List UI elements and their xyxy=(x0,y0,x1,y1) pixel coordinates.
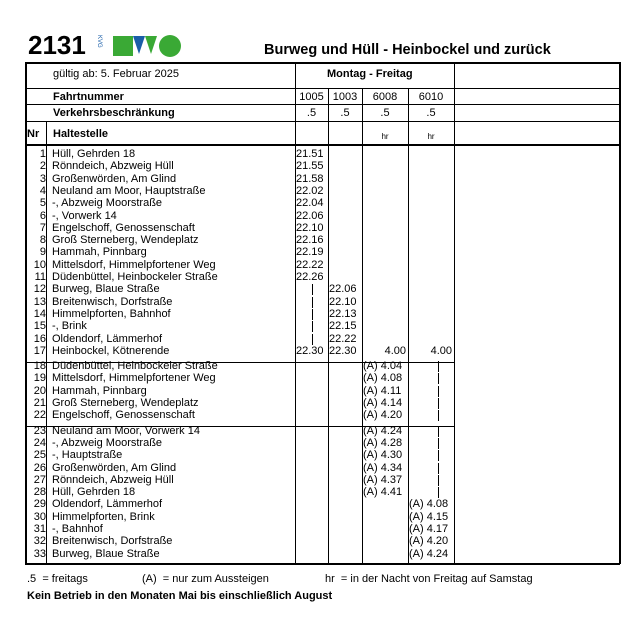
stop-name: Mittelsdorf, Himmelpfortener Weg xyxy=(52,258,216,271)
stop-name: Neuland am Moor, Hauptstraße xyxy=(52,184,206,197)
kvg-logo xyxy=(96,34,183,58)
pass-through-mark xyxy=(438,373,439,384)
stop-name: Himmelpforten, Brink xyxy=(52,510,155,523)
stop-name: Düdenbüttel, Heinbockeler Straße xyxy=(52,360,218,373)
pass-through-mark xyxy=(438,426,439,437)
departure-time: 22.06 xyxy=(329,283,357,296)
stop-number: 20 xyxy=(33,384,46,397)
stop-name: -, Hauptstraße xyxy=(52,449,123,462)
legend-friday-key: .5 xyxy=(27,573,37,585)
pass-through-mark xyxy=(438,438,439,449)
trip-note: hr xyxy=(427,132,435,141)
departure-time: 22.22 xyxy=(329,332,357,345)
stop-number: 31 xyxy=(33,523,46,535)
pass-through-mark xyxy=(312,334,313,345)
stop-name: Breitenwisch, Dorfstraße xyxy=(52,295,173,308)
legend-hr-text: = in der Nacht von Freitag auf Samstag xyxy=(340,573,533,585)
departure-time: 22.15 xyxy=(329,320,357,333)
departure-time: 21.51 xyxy=(296,148,324,160)
departure-time: 22.13 xyxy=(329,307,357,320)
stop-name: Groß Sterneberg, Wendeplatz xyxy=(52,397,199,409)
stop-number: 29 xyxy=(33,498,46,511)
stop-number: 15 xyxy=(33,320,46,333)
label-nr: Nr xyxy=(27,128,40,140)
departure-time: (A) 4.20 xyxy=(409,535,449,548)
stop-name: Hammah, Pinnbarg xyxy=(52,384,147,397)
departure-time: 4.00 xyxy=(430,344,452,357)
stop-name: Oldendorf, Lämmerhof xyxy=(52,332,163,345)
grid-line xyxy=(619,62,621,564)
grid-line xyxy=(25,121,620,122)
stop-name: -, Abzweig Moorstraße xyxy=(52,436,163,449)
legend-hr-key: hr xyxy=(325,573,335,585)
stop-number: 2 xyxy=(39,160,46,173)
trip-restriction: .5 xyxy=(306,107,317,119)
stop-name: Großenwörden, Am Glind xyxy=(52,172,177,185)
departure-time: 22.16 xyxy=(296,234,324,247)
label-verkehrsbeschraenkung: Verkehrsbeschränkung xyxy=(53,107,175,119)
departure-time: 21.58 xyxy=(296,172,324,185)
grid-line xyxy=(25,88,620,89)
trip-number: 1003 xyxy=(332,91,358,103)
pass-through-mark xyxy=(438,410,439,421)
stop-number: 27 xyxy=(33,473,46,486)
grid-line xyxy=(454,62,455,564)
departure-time: 4.00 xyxy=(384,344,406,357)
stop-number: 5 xyxy=(39,197,46,210)
departure-time: (A) 4.24 xyxy=(409,547,449,560)
route-title: Burweg und Hüll - Heinbockel und zurück xyxy=(264,42,551,58)
grid-line xyxy=(25,563,620,565)
departure-time: 21.55 xyxy=(296,160,324,173)
grid-line xyxy=(25,144,620,146)
pass-through-mark xyxy=(312,297,313,308)
stop-number: 24 xyxy=(33,436,46,449)
stop-number: 9 xyxy=(39,246,46,259)
stop-number: 25 xyxy=(33,449,46,462)
departure-time: (A) 4.11 xyxy=(363,384,402,397)
departure-time: (A) 4.28 xyxy=(363,436,403,449)
pass-through-mark xyxy=(312,309,313,320)
trip-number: 6010 xyxy=(418,91,444,103)
stop-name: Groß Sterneberg, Wendeplatz xyxy=(52,234,199,247)
grid-line xyxy=(25,62,620,64)
pass-through-mark xyxy=(438,475,439,486)
stop-name: Hammah, Pinnbarg xyxy=(52,246,147,259)
legend-friday xyxy=(27,573,88,585)
stop-name: -, Brink xyxy=(52,320,87,333)
stop-name: -, Abzweig Moorstraße xyxy=(52,197,163,210)
stop-name: Engelschoff, Genossenschaft xyxy=(52,409,195,422)
stop-name: Hüll, Gehrden 18 xyxy=(52,148,136,160)
label-fahrtnummer: Fahrtnummer xyxy=(53,91,124,103)
departure-time: 22.22 xyxy=(296,258,324,271)
stop-number: 7 xyxy=(39,221,46,234)
departure-time: 22.06 xyxy=(296,209,324,222)
stop-name: -, Vorwerk 14 xyxy=(52,209,117,222)
stop-number: 1 xyxy=(39,148,46,160)
grid-line xyxy=(408,88,409,564)
pass-through-mark xyxy=(438,487,439,498)
stop-number: 26 xyxy=(33,461,46,474)
stop-number: 13 xyxy=(33,295,46,308)
departure-time: (A) 4.24 xyxy=(363,424,403,437)
stop-number: 33 xyxy=(33,547,46,560)
line-number: 2131 xyxy=(28,30,86,60)
departure-time: (A) 4.34 xyxy=(363,461,403,474)
stop-number: 16 xyxy=(33,332,46,345)
day-type: Montag - Freitag xyxy=(327,68,413,80)
legend-a-key: (A) xyxy=(142,573,157,585)
pass-through-mark xyxy=(438,450,439,461)
stop-number: 30 xyxy=(33,510,46,523)
departure-time: 22.02 xyxy=(296,184,324,197)
pass-through-mark xyxy=(312,284,313,295)
departure-time: (A) 4.17 xyxy=(409,523,449,535)
stop-number: 11 xyxy=(34,271,46,283)
departure-time: 22.30 xyxy=(296,344,324,357)
stop-name: Breitenwisch, Dorfstraße xyxy=(52,535,173,548)
stop-name: Mittelsdorf, Himmelpfortener Weg xyxy=(52,372,216,385)
legend-a-text: = nur zum Aussteigen xyxy=(162,573,269,585)
departure-time: (A) 4.04 xyxy=(363,360,403,373)
legend-friday-text: = freitags xyxy=(42,573,88,585)
operation-notice: Kein Betrieb in den Monaten Mai bis einschließlich August xyxy=(27,590,333,602)
stop-name: Himmelpforten, Bahnhof xyxy=(52,307,171,320)
departure-time: 22.26 xyxy=(296,271,324,283)
stop-name: Hüll, Gehrden 18 xyxy=(52,486,136,499)
stop-number: 12 xyxy=(33,283,46,296)
stop-name: Heinbockel, Kötnerende xyxy=(52,344,170,357)
trip-restriction: .5 xyxy=(380,107,390,119)
stop-name: Rönndeich, Abzweig Hüll xyxy=(52,473,174,486)
stop-number: 22 xyxy=(33,409,46,422)
stop-name: Rönndeich, Abzweig Hüll xyxy=(52,160,174,173)
stop-number: 14 xyxy=(33,307,46,320)
stop-number: 18 xyxy=(33,360,46,373)
departure-time: 22.19 xyxy=(296,246,324,259)
pass-through-mark xyxy=(438,361,439,372)
valid-from: gültig ab: 5. Februar 2025 xyxy=(53,68,179,80)
stop-number: 21 xyxy=(33,397,46,409)
stop-number: 19 xyxy=(33,372,46,385)
grid-line xyxy=(295,62,296,564)
departure-time: 22.10 xyxy=(329,295,357,308)
departure-time: (A) 4.41 xyxy=(363,486,403,499)
grid-line xyxy=(46,121,47,564)
timetable xyxy=(25,62,620,564)
stop-number: 10 xyxy=(33,258,46,271)
trip-note: hr xyxy=(381,132,389,141)
stop-number: 28 xyxy=(33,486,46,499)
departure-time: (A) 4.08 xyxy=(409,498,449,511)
pass-through-mark xyxy=(438,463,439,474)
stop-name: Burweg, Blaue Straße xyxy=(52,547,160,560)
departure-time: (A) 4.20 xyxy=(363,409,403,422)
stop-number: 8 xyxy=(39,234,46,247)
departure-time: 22.04 xyxy=(296,197,324,210)
trip-number: 6008 xyxy=(372,91,398,103)
trip-number: 1005 xyxy=(299,91,324,103)
departure-time: (A) 4.30 xyxy=(363,449,403,462)
trip-restriction: .5 xyxy=(340,107,350,119)
stop-name: Düdenbüttel, Heinbockeler Straße xyxy=(52,271,218,283)
legend-a xyxy=(142,573,269,585)
stop-number: 6 xyxy=(39,209,46,222)
stop-name: -, Bahnhof xyxy=(52,523,103,535)
departure-time: 22.10 xyxy=(296,221,324,234)
trip-restriction: .5 xyxy=(426,107,436,119)
stop-name: Großenwörden, Am Glind xyxy=(52,461,177,474)
stop-number: 32 xyxy=(33,535,46,548)
departure-time: (A) 4.37 xyxy=(363,473,403,486)
stop-number: 17 xyxy=(33,344,46,357)
stop-name: Burweg, Blaue Straße xyxy=(52,283,160,296)
stop-number: 23 xyxy=(33,424,46,437)
departure-time: (A) 4.15 xyxy=(409,510,449,523)
stop-name: Oldendorf, Lämmerhof xyxy=(52,498,163,511)
stop-number: 4 xyxy=(39,184,46,197)
pass-through-mark xyxy=(438,386,439,397)
grid-line xyxy=(25,104,620,105)
pass-through-mark xyxy=(438,398,439,409)
pass-through-mark xyxy=(312,321,313,332)
stop-name: Engelschoff, Genossenschaft xyxy=(52,221,195,234)
label-haltestelle: Haltestelle xyxy=(53,128,109,140)
departure-time: 22.30 xyxy=(329,344,357,357)
stop-number: 3 xyxy=(39,172,46,185)
stop-name: Neuland am Moor, Vorwerk 14 xyxy=(52,424,200,437)
departure-time: (A) 4.14 xyxy=(363,397,403,409)
kvg-logo-text: KVG xyxy=(96,35,102,48)
legend-hr xyxy=(325,573,533,585)
departure-time: (A) 4.08 xyxy=(363,372,403,385)
